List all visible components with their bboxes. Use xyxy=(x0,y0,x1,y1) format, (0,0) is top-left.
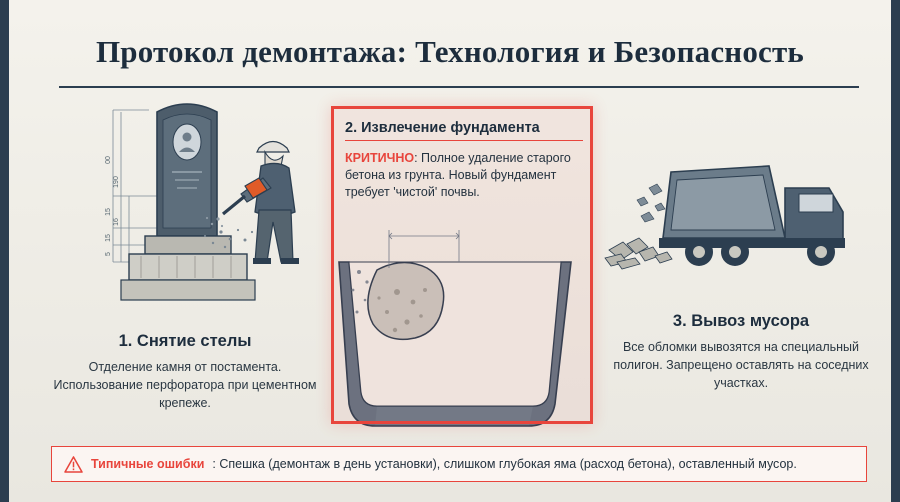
dump-truck-illustration xyxy=(605,166,845,269)
dimension-labels xyxy=(105,156,120,256)
monument-illustration xyxy=(121,104,255,300)
poster-canvas xyxy=(9,0,891,502)
panel-1-body: Отделение камня от постамента. Использование перфоратора при цементном крепеже. xyxy=(53,360,317,411)
svg-text:5: 5 xyxy=(105,252,112,256)
svg-text:15: 15 xyxy=(105,208,112,216)
svg-text:00: 00 xyxy=(105,156,112,164)
panel-1-heading: 1. Снятие стелы xyxy=(118,332,252,350)
panel-1-caption xyxy=(49,332,321,412)
worker-illustration xyxy=(206,142,299,265)
warning-label: Типичные ошибки xyxy=(91,457,205,471)
panel-2-body xyxy=(345,150,583,201)
critical-label: КРИТИЧНО xyxy=(345,151,415,165)
warning-text: : Спешка (демонтаж в день установки), слишком глубокая яма (расход бетона), оставленный мусор. xyxy=(212,457,797,471)
svg-text:15: 15 xyxy=(105,234,112,242)
warning-triangle-icon xyxy=(64,456,83,473)
svg-text:190: 190 xyxy=(113,176,120,188)
panel-3-caption xyxy=(605,312,877,392)
dimension-ladder xyxy=(113,110,169,262)
title-divider xyxy=(59,86,859,88)
page-title: Протокол демонтажа: Технология и Безопасность xyxy=(95,34,805,69)
common-mistakes-banner xyxy=(51,446,867,482)
panel-2-body-text: : Полное удаление старого бетона из грунта. Новый фундамент требует 'чистой' почвы. xyxy=(345,151,571,199)
panel-3-heading: 3. Вывоз мусора xyxy=(672,312,810,330)
panel-3-body: Все обломки вывозятся на специальный полигон. Запрещено оставлять на соседних участках. xyxy=(613,340,869,391)
svg-text:16: 16 xyxy=(113,218,120,226)
panel-2-heading: 2. Извлечение фундамента xyxy=(345,120,583,141)
